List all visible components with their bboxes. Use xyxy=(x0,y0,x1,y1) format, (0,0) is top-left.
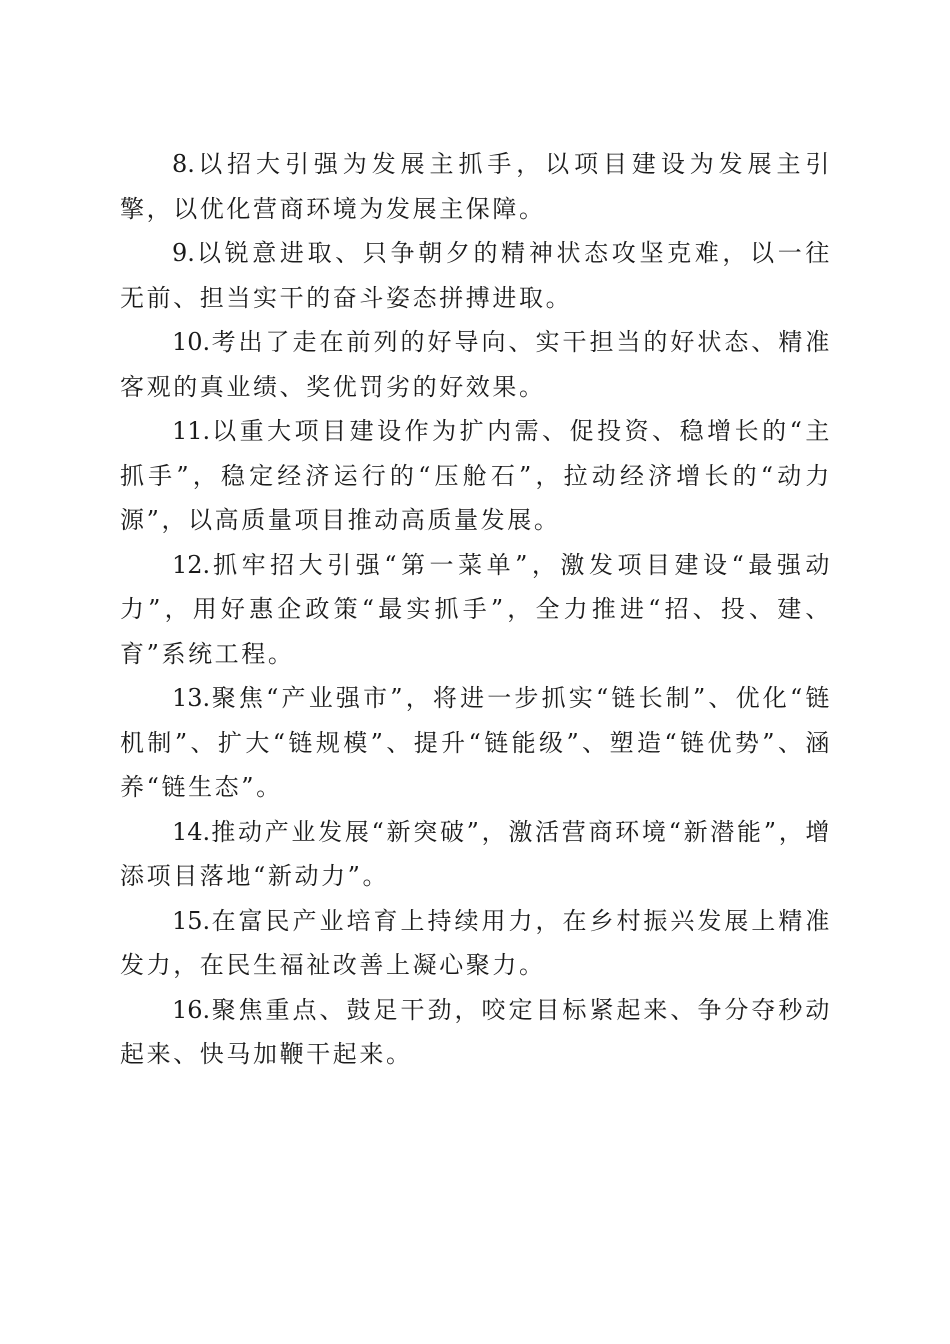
item-number: 16. xyxy=(172,995,211,1024)
document-body xyxy=(120,142,832,1077)
item-text: 在富民产业培育上持续用力，在乡村振兴发展上精准发力，在民生福祉改善上凝心聚力。 xyxy=(120,906,832,979)
item-text: 以锐意进取、只争朝夕的精神状态攻坚克难，以一往无前、担当实干的奋斗姿态拼搏进取。 xyxy=(120,239,832,312)
list-item xyxy=(120,320,832,409)
item-number: 12. xyxy=(172,550,211,579)
item-number: 11. xyxy=(172,417,211,445)
list-item xyxy=(120,988,832,1077)
item-text: 考出了走在前列的好导向、实干担当的好状态、精准客观的真业绩、奖优罚劣的好效果。 xyxy=(120,328,832,401)
list-item xyxy=(120,231,832,320)
item-number: 13. xyxy=(172,684,211,712)
item-number: 10. xyxy=(172,328,211,356)
item-number: 15. xyxy=(172,906,211,935)
item-text: 聚焦重点、鼓足干劲，咬定目标紧起来、争分夺秒动起来、快马加鞭干起来。 xyxy=(120,995,832,1068)
item-number: 8. xyxy=(172,150,195,178)
list-item xyxy=(120,409,832,543)
item-number: 14. xyxy=(172,817,211,846)
list-item xyxy=(120,676,832,810)
item-text: 抓牢招大引强“第一菜单”，激发项目建设“最强动力”，用好惠企政策“最实抓手”，全力推进“招、投、建、育”系统工程。 xyxy=(120,550,832,668)
item-text: 推动产业发展“新突破”，激活营商环境“新潜能”，增添项目落地“新动力”。 xyxy=(120,817,832,890)
item-number: 9. xyxy=(172,239,195,267)
item-text: 以重大项目建设作为扩内需、促投资、稳增长的“主抓手”，稳定经济运行的“压舱石”，拉动经济增长的“动力源”，以高质量项目推动高质量发展。 xyxy=(120,417,832,534)
list-item xyxy=(120,810,832,899)
list-item xyxy=(120,899,832,988)
list-item xyxy=(120,142,832,231)
list-item xyxy=(120,543,832,677)
item-text: 聚焦“产业强市”，将进一步抓实“链长制”、优化“链机制”、扩大“链规模”、提升“链能级”、塑造“链优势”、涵养“链生态”。 xyxy=(120,684,832,801)
item-text: 以招大引强为发展主抓手，以项目建设为发展主引擎，以优化营商环境为发展主保障。 xyxy=(120,150,832,223)
